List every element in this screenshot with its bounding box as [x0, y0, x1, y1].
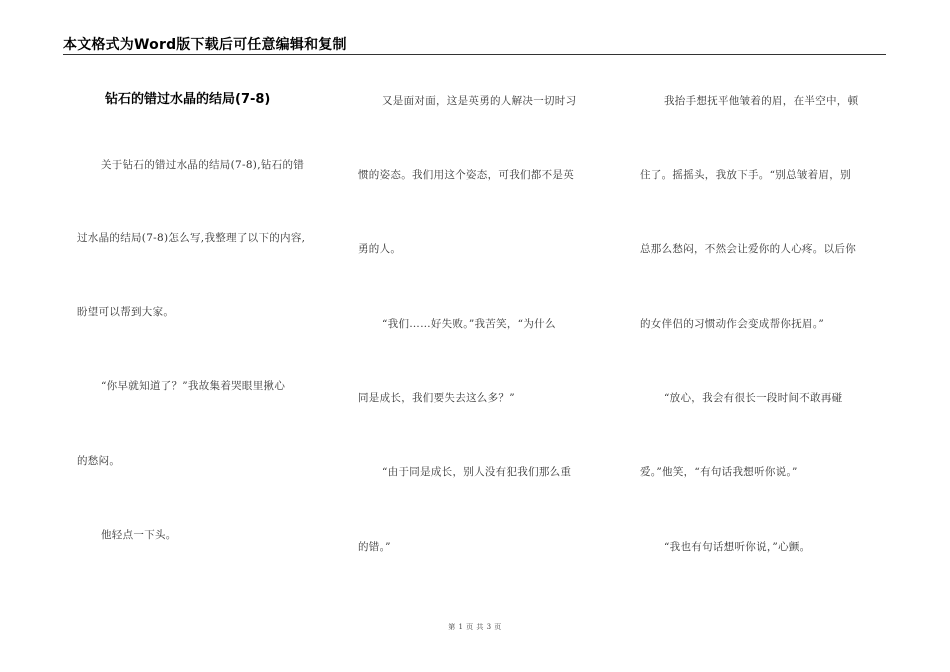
paragraph-line: “我们……好失败。”我苦笑，“为什么: [382, 318, 556, 330]
paragraph-line: 我抬手想抚平他皱着的眉，在半空中，顿: [664, 95, 859, 107]
paragraph-line: 住了。摇摇头，我放下手。“别总皱着眉，别: [640, 169, 851, 181]
page-number: 第 1 页 共 3 页: [448, 623, 502, 631]
paragraph-line: 的错。”: [358, 541, 391, 553]
paragraph-line: 他轻点一下头。: [101, 529, 177, 541]
paragraph-line: 同是成长，我们要失去这么多？”: [358, 392, 515, 404]
paragraph-line: 关于钻石的错过水晶的结局(7-8),钻石的错: [101, 159, 305, 171]
paragraph-line: “由于同是成长，别人没有犯我们那么重: [382, 466, 572, 478]
document-title: 钻石的错过水晶的结局(7-8): [105, 92, 271, 107]
paragraph-line: 盼望可以帮到大家。: [77, 306, 175, 318]
paragraph-line: 勇的人。: [358, 243, 402, 255]
header-divider: [63, 54, 886, 55]
document-banner: 本文格式为Word版下载后可任意编辑和复制: [63, 37, 347, 53]
paragraph-line: 的愁闷。: [77, 455, 121, 467]
paragraph-line: “放心，我会有很长一段时间不敢再碰: [664, 392, 843, 404]
paragraph-line: “你早就知道了？”我故集着哭眼里揪心: [101, 380, 286, 392]
text-column-1: [77, 88, 325, 541]
paragraph-line: 总那么愁闷，不然会让爱你的人心疼。以后你: [640, 243, 856, 255]
paragraph-line: 惯的姿态。我们用这个姿态，可我们都不是英: [358, 169, 574, 181]
paragraph-line: 又是面对面，这是英勇的人解决一切时习: [382, 95, 577, 107]
paragraph-line: “我也有句话想听你说，”心颤。: [664, 541, 811, 553]
paragraph-line: 爱。”他笑，“有句话我想听你说。”: [640, 466, 798, 478]
paragraph-line: 过水晶的结局(7-8)怎么写,我整理了以下的内容,: [77, 232, 306, 244]
paragraph-line: 的女伴侣的习惯动作会变成帮你抚眉。”: [640, 318, 825, 330]
